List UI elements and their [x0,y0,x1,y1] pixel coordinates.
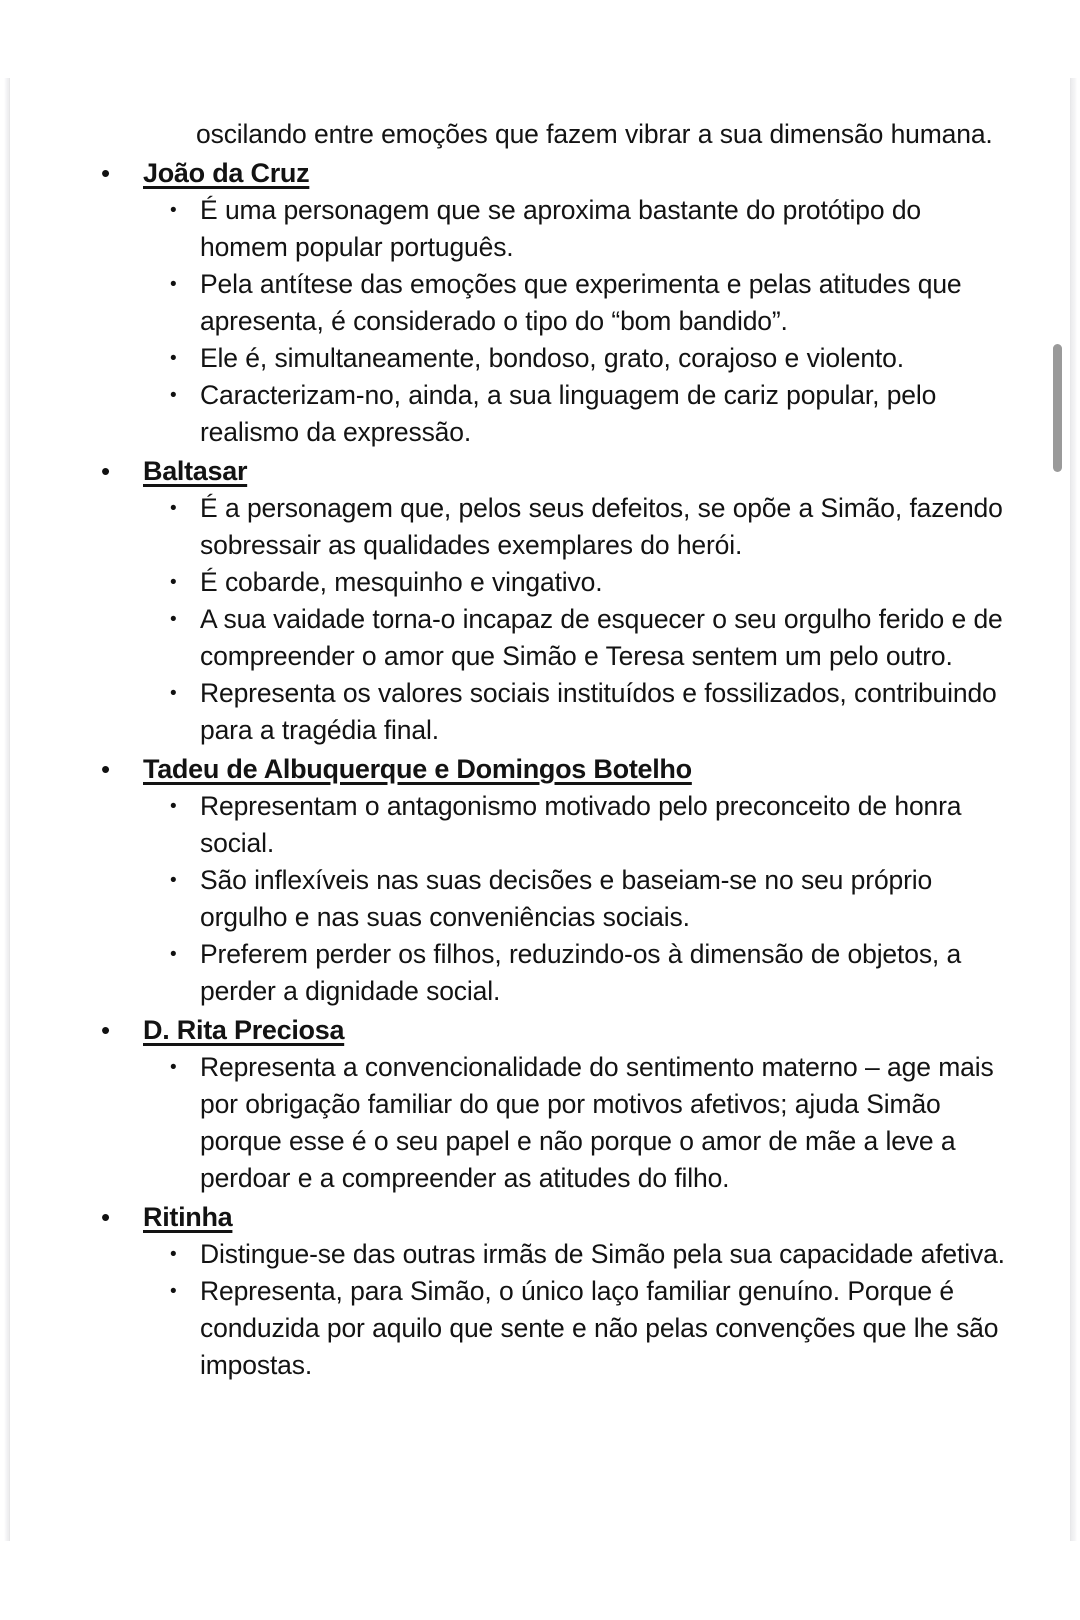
heading-label: Baltasar [143,456,248,486]
item-text: Distingue-se das outras irmãs de Simão pela sua capacidade afetiva. [200,1239,1005,1269]
heading-label: Tadeu de Albuquerque e Domingos Botelho [143,754,692,784]
item-text: São inflexíveis nas suas decisões e baseiam-se no seu próprio orgulho e nas suas conveniências sociais. [200,865,933,932]
bullet-icon: • [170,1244,177,1265]
outline-list-item [168,192,1010,266]
item-text: Representa, para Simão, o único laço familiar genuíno. Porque é conduzida por aquilo que sente e não pelas convenções que lhe são impostas. [200,1276,999,1380]
outline-heading [101,453,1012,490]
outline-list-item [168,601,1010,675]
outline-list-item [168,788,1010,862]
outline-list-item [168,490,1010,564]
bullet-icon: • [170,1057,177,1078]
bullet-icon: • [170,572,177,593]
bullet-icon: • [170,385,177,406]
heading-label: João da Cruz [143,158,310,188]
outline-list-item [168,564,1010,601]
vertical-scrollbar-thumb[interactable] [1053,344,1062,472]
item-text: É cobarde, mesquinho e vingativo. [200,567,603,597]
bullet-icon: • [170,683,177,704]
item-text: Preferem perder os filhos, reduzindo-os à dimensão de objetos, a perder a dignidade social. [200,939,962,1006]
outline-list-item [168,1049,1010,1197]
item-text: Caracterizam-no, ainda, a sua linguagem de cariz popular, pelo realismo da expressão. [200,380,937,447]
item-text: Representa os valores sociais instituídos e fossilizados, contribuindo para a tragédia final. [200,678,997,745]
bullet-icon: • [170,1281,177,1302]
outline-heading [101,1199,1012,1236]
bullet-icon: • [170,348,177,369]
bullet-icon: • [101,1015,110,1045]
outline-continuation-paragraph [196,116,1006,153]
heading-label: Ritinha [143,1202,233,1232]
bullet-icon: • [170,944,177,965]
bullet-icon: • [170,498,177,519]
bullet-icon: • [170,796,177,817]
outline-list-item [168,340,1010,377]
item-text: Pela antítese das emoções que experimenta e pelas atitudes que apresenta, é considerado o tipo do “bom bandido”. [200,269,962,336]
document-page [9,78,1071,1541]
outline-list-item [168,377,1010,451]
bullet-icon: • [170,200,177,221]
bullet-icon: • [170,609,177,630]
item-text: Representam o antagonismo motivado pelo preconceito de honra social. [200,791,962,858]
item-text: Representa a convencionalidade do sentimento materno – age mais por obrigação familiar do que por motivos afetivos; ajuda Simão porque esse é o seu papel e não porque o amor de mãe a leve a perdoar e a compreender as atitudes do filho. [200,1052,994,1193]
outline-heading [101,1012,1012,1049]
item-text: A sua vaidade torna-o incapaz de esquecer o seu orgulho ferido e de compreender o amor que Simão e Teresa sentem um pelo outro. [200,604,1003,671]
bullet-icon: • [101,158,110,188]
outline-list-item [168,1273,1010,1384]
bullet-icon: • [101,1202,110,1232]
bullet-icon: • [170,870,177,891]
outline-list-item [168,266,1010,340]
document-content [10,78,1072,1384]
outline-heading [101,751,1012,788]
vertical-scrollbar-track[interactable] [1061,78,1072,1541]
item-text: Ele é, simultaneamente, bondoso, grato, corajoso e violento. [200,343,904,373]
bullet-icon: • [170,274,177,295]
outline-list-item [168,675,1010,749]
outline-heading [101,155,1012,192]
item-text: oscilando entre emoções que fazem vibrar a sua dimensão humana. [196,119,993,149]
outline-list-item [168,1236,1010,1273]
outline-list-item [168,862,1010,936]
bullet-icon: • [101,754,110,784]
item-text: É uma personagem que se aproxima bastante do protótipo do homem popular português. [200,195,921,262]
heading-label: D. Rita Preciosa [143,1015,345,1045]
bullet-icon: • [101,456,110,486]
outline-list-item [168,936,1010,1010]
item-text: É a personagem que, pelos seus defeitos, se opõe a Simão, fazendo sobressair as qualidades exemplares do herói. [200,493,1003,560]
